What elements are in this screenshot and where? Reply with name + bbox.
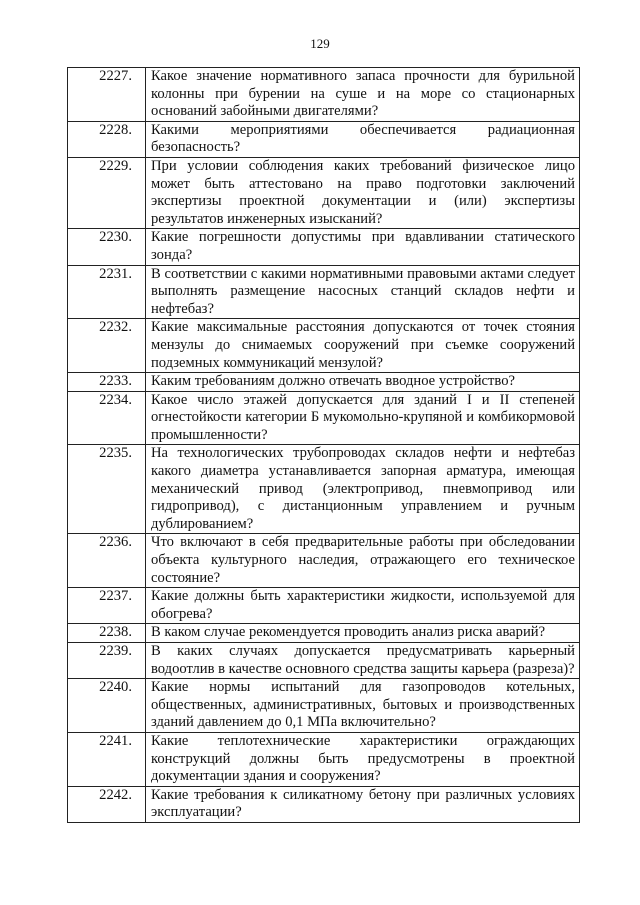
question-number: 2242. xyxy=(68,786,146,822)
question-number: 2239. xyxy=(68,643,146,679)
question-text: Какие требования к силикатному бетону при различных условиях эксплуатации? xyxy=(146,786,580,822)
page-number: 129 xyxy=(310,36,330,51)
question-row xyxy=(68,391,580,445)
question-text: Какие теплотехнические характеристики ограждающих конструкций должны быть предусмотрены в проектной документации здания и сооружения? xyxy=(146,732,580,786)
question-text: Какими мероприятиями обеспечивается радиационная безопасность? xyxy=(146,121,580,157)
question-row xyxy=(68,373,580,392)
question-row xyxy=(68,319,580,373)
question-number: 2236. xyxy=(68,534,146,588)
question-number: 2240. xyxy=(68,679,146,733)
question-number: 2231. xyxy=(68,265,146,319)
question-text: Какие максимальные расстояния допускаются от точек стояния мензулы до снимаемых сооружений при съемке сооружений подземных коммуникаций мензулой? xyxy=(146,319,580,373)
question-row xyxy=(68,265,580,319)
question-text: Какое число этажей допускается для зданий I и II степеней огнестойкости категории Б мукомольно-крупяной и комбикормовой промышленности? xyxy=(146,391,580,445)
question-number: 2234. xyxy=(68,391,146,445)
question-text: В соответствии с какими нормативными правовыми актами следует выполнять размещение насосных станций складов нефти и нефтебаз? xyxy=(146,265,580,319)
question-text: Каким требованиям должно отвечать вводное устройство? xyxy=(146,373,580,392)
question-text: Какие погрешности допустимы при вдавливании статического зонда? xyxy=(146,229,580,265)
question-row xyxy=(68,121,580,157)
question-text: Какое значение нормативного запаса прочности для бурильной колонны при бурении на суше и на море со стационарных оснований забойными двигателями? xyxy=(146,68,580,122)
question-number: 2228. xyxy=(68,121,146,157)
question-number: 2241. xyxy=(68,732,146,786)
question-text: В каком случае рекомендуется проводить анализ риска аварий? xyxy=(146,624,580,643)
question-row xyxy=(68,786,580,822)
question-text: На технологических трубопроводах складов нефти и нефтебаз какого диаметра устанавливается запорная арматура, имеющая механический привод (электропривод, пневмопривод или гидропривод), с дистанционным управлением и ручным дублированием? xyxy=(146,445,580,534)
question-row xyxy=(68,157,580,228)
question-row xyxy=(68,229,580,265)
question-row xyxy=(68,732,580,786)
question-text: Какие нормы испытаний для газопроводов котельных, общественных, административных, бытовых и производственных зданий давлением до 0,1 МПа включительно? xyxy=(146,679,580,733)
questions-table xyxy=(67,67,580,823)
question-text: Что включают в себя предварительные работы при обследовании объекта культурного наследия, отражающего его техническое состояние? xyxy=(146,534,580,588)
question-text: При условии соблюдения каких требований физическое лицо может быть аттестовано на право подготовки заключений экспертизы проектной документации и (или) экспертизы результатов инженерных изысканий? xyxy=(146,157,580,228)
question-row xyxy=(68,588,580,624)
question-number: 2232. xyxy=(68,319,146,373)
question-number: 2233. xyxy=(68,373,146,392)
question-row xyxy=(68,624,580,643)
questions-table-body xyxy=(68,68,580,823)
question-text: В каких случаях допускается предусматривать карьерный водоотлив в качестве основного средства защиты карьера (разреза)? xyxy=(146,643,580,679)
question-row xyxy=(68,534,580,588)
question-row xyxy=(68,679,580,733)
question-number: 2230. xyxy=(68,229,146,265)
question-number: 2235. xyxy=(68,445,146,534)
question-number: 2227. xyxy=(68,68,146,122)
question-number: 2229. xyxy=(68,157,146,228)
question-number: 2237. xyxy=(68,588,146,624)
question-text: Какие должны быть характеристики жидкости, используемой для обогрева? xyxy=(146,588,580,624)
question-row xyxy=(68,445,580,534)
question-row xyxy=(68,68,580,122)
question-number: 2238. xyxy=(68,624,146,643)
question-row xyxy=(68,643,580,679)
